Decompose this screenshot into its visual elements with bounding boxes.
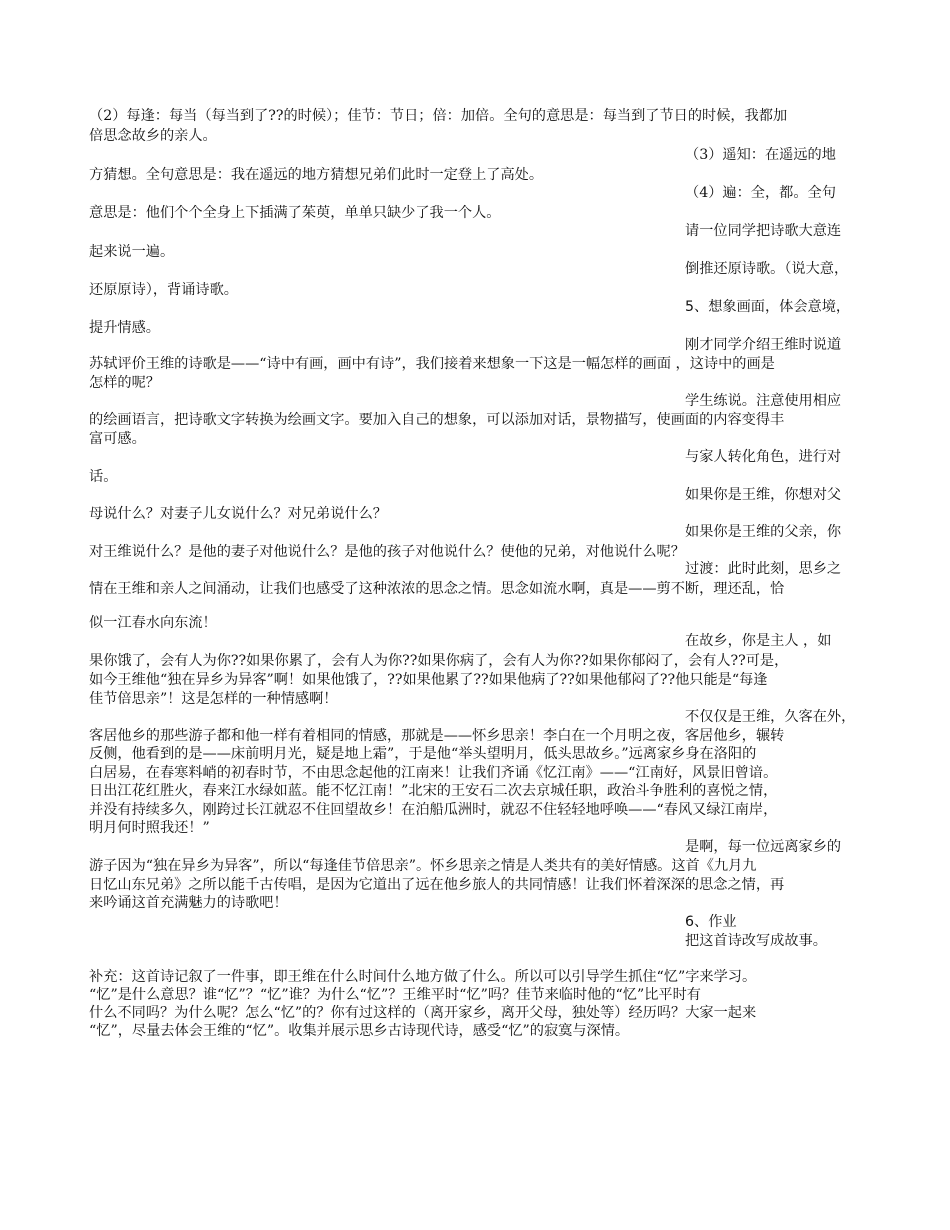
section-heading: 5、想象画面，体会意境， bbox=[685, 299, 851, 315]
text-line: 学生练说。注意使用相应 bbox=[685, 393, 842, 409]
text-line: 意思是：他们个个全身上下插满了茱萸，单单只缺少了我一个人。 bbox=[89, 205, 501, 221]
text-line: 佳节倍思亲”！这是怎样的一种情感啊！ bbox=[89, 691, 338, 707]
text-line: 富可感。 bbox=[89, 431, 146, 447]
text-line: 明月何时照我还！” bbox=[89, 820, 210, 836]
text-line: 刚才同学介绍王维时说道 bbox=[685, 337, 842, 353]
text-line: 白居易，在春寒料峭的初春时节，不由思念起他的江南来！让我们齐诵《忆江南》——“江南好，风景旧曾谙。 bbox=[89, 765, 778, 781]
text-line: 起来说一遍。 bbox=[89, 244, 175, 260]
text-line: 日忆山东兄弟》之所以能千古传唱，是因为它道出了远在他乡旅人的共同情感！让我们怀着深深的思念之情，再 bbox=[89, 877, 785, 893]
text-line: 话。 bbox=[89, 469, 118, 485]
text-line: （2）每逢：每当（每当到了??的时候）；佳节：节日；倍：加倍。全句的意思是：每当到了节日的时候，我都加 bbox=[89, 108, 788, 124]
text-line: 果你饿了，会有人为你??如果你累了，会有人为你??如果你病了，会有人为你??如果你郁闷了，会有人??可是， bbox=[89, 653, 789, 669]
text-line: 不仅仅是王维，久客在外， bbox=[685, 709, 856, 725]
text-line: 日出江花红胜火，春来江水绿如蓝。能不忆江南！”北宋的王安石二次去京城任职，政治斗争胜利的喜悦之情， bbox=[89, 783, 778, 799]
text-line: 如果你是王维的父亲，你 bbox=[685, 524, 842, 540]
text-line: 倒推还原诗歌。（说大意， bbox=[685, 261, 849, 277]
text-line: 来吟诵这首充满魅力的诗歌吧！ bbox=[89, 895, 288, 911]
text-line: 什么不同吗？为什么呢？怎么“忆”的？你有过这样的（离开家乡，离开父母，独处等）经历吗？大家一起来 bbox=[89, 1005, 757, 1021]
text-line: “忆”，尽量去体会王维的“忆”。收集并展示思乡古诗现代诗，感受“忆”的寂寞与深情。 bbox=[89, 1023, 630, 1039]
text-line: 游子因为“独在异乡为异客”，所以“每逢佳节倍思亲”。怀乡思亲之情是人类共有的美好情感。这首《九月九 bbox=[89, 858, 757, 874]
text-line: 似一江春水向东流！ bbox=[89, 615, 217, 631]
text-line: 怎样的呢？ bbox=[89, 375, 160, 391]
text-line: 倍思念故乡的亲人。 bbox=[89, 128, 217, 144]
text-line: 方猜想。全句意思是：我在遥远的地方猜想兄弟们此时一定登上了高处。 bbox=[89, 167, 544, 183]
text-line: 是啊，每一位远离家乡的 bbox=[685, 839, 842, 855]
text-line: 情在王维和亲人之间涌动，让我们也感受了这种浓浓的思念之情。思念如流水啊，真是——剪不断，理还乱，恰 bbox=[89, 581, 785, 597]
text-line: （3）遥知：在遥远的地 bbox=[685, 147, 836, 163]
text-line: 请一位同学把诗歌大意连 bbox=[685, 223, 842, 239]
text-line: 提升情感。 bbox=[89, 320, 160, 336]
text-line: 客居他乡的那些游子都和他一样有着相同的情感，那就是——怀乡思亲！李白在一个月明之夜，客居他乡，辗转 bbox=[89, 728, 785, 744]
text-line: 并没有持续多久，刚跨过长江就忍不住回望故乡！在泊船瓜洲时，就忍不住轻轻地呼唤——“春风又绿江南岸， bbox=[89, 802, 778, 818]
text-line: 反侧，他看到的是——床前明月光，疑是地上霜”，于是他“举头望明月，低头思故乡。”远离家乡身在洛阳的 bbox=[89, 746, 757, 762]
text-line: 与家人转化角色，进行对 bbox=[685, 449, 842, 465]
text-line: 苏轼评价王维的诗歌是——“诗中有画，画中有诗”，我们接着来想象一下这是一幅怎样的画面 ，这诗中的画是 bbox=[89, 356, 775, 372]
text-line: 补充：这首诗记叙了一件事，即王维在什么时间什么地方做了什么。所以可以引导学生抓住“忆”字来学习。 bbox=[89, 969, 757, 985]
text-line: 在故乡，你是主人 ，如 bbox=[685, 633, 832, 649]
text-line: 的绘画语言，把诗歌文字转换为绘画文字。要加入自己的想象，可以添加对话，景物描写，使画面的内容变得丰 bbox=[89, 412, 785, 428]
text-line: 如果你是王维，你想对父 bbox=[685, 487, 842, 503]
text-line: 母说什么？对妻子儿女说什么？对兄弟说什么？ bbox=[89, 506, 387, 522]
text-line: （4）遍：全，都。全句 bbox=[685, 185, 836, 201]
section-heading: 6、作业 bbox=[685, 914, 737, 930]
text-line: 把这首诗改写成故事。 bbox=[685, 933, 827, 949]
text-line: 还原原诗），背诵诗歌。 bbox=[89, 282, 238, 298]
text-line: 如今王维他“独在异乡为异客”啊！如果他饿了，??如果他累了??如果他病了??如果他郁闷了??他只能是“每逢 bbox=[89, 672, 768, 688]
text-line: “忆”是什么意思？谁“忆”？“忆”谁？为什么“忆”？王维平时“忆”吗？佳节来临时他的“忆”比平时有 bbox=[89, 987, 701, 1003]
text-line: 过渡：此时此刻，思乡之 bbox=[685, 561, 842, 577]
text-line: 对王维说什么？是他的妻子对他说什么？是他的孩子对他说什么？使他的兄弟，对他说什么呢？ bbox=[89, 544, 685, 560]
